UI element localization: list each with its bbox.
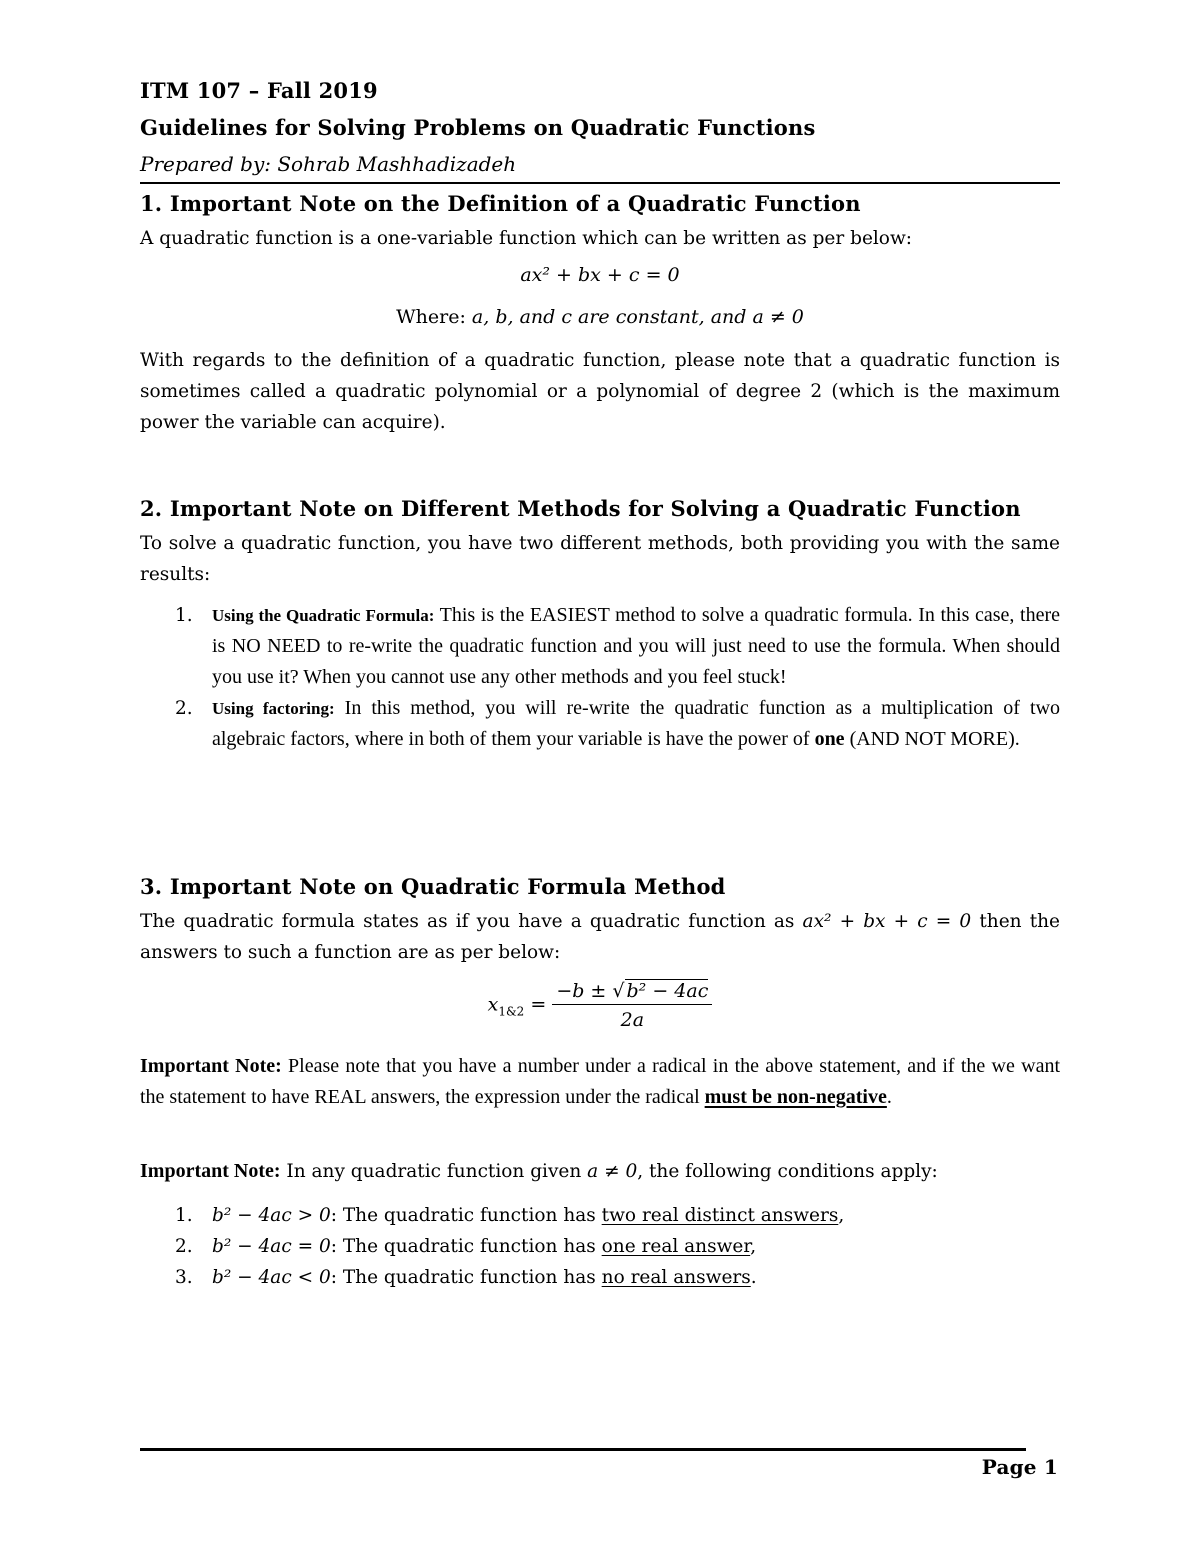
where-label: Where: — [396, 306, 466, 328]
note-math: a ≠ 0 — [587, 1161, 638, 1182]
note-emphasis: must be non-negative — [704, 1086, 887, 1108]
list-item — [175, 1200, 1060, 1231]
condition-text: : The quadratic function has — [330, 1205, 602, 1226]
formula-lhs: x — [487, 993, 499, 1016]
footer-divider — [140, 1448, 1026, 1451]
section-3-heading: 3. Important Note on Quadratic Formula Method — [140, 874, 726, 899]
formula-denominator: 2a — [620, 1009, 645, 1031]
list-number: 1. — [175, 605, 193, 626]
conditions-list — [175, 1200, 1060, 1293]
formula-numerator-a: −b ± √ — [556, 980, 625, 1002]
condition-math: b² − 4ac < 0 — [212, 1267, 331, 1288]
formula-fraction — [552, 980, 712, 1031]
list-number: 2. — [175, 698, 193, 719]
constants-condition — [140, 306, 1060, 328]
intro-text-tail: then the answers to such a function are as per below: — [140, 911, 1060, 963]
list-item-text: This is the EASIEST method to solve a quadratic formula. In this case, there is NO NEED to re-write the quadratic function and you will just need to use the formula. When should you use it? When you cannot use any other methods and you feel stuck! — [212, 604, 1060, 688]
list-item-lead: Using the Quadratic Formula: — [212, 606, 435, 625]
condition-math: b² − 4ac = 0 — [212, 1236, 331, 1257]
formula-numerator — [552, 980, 712, 1005]
note-radical — [140, 1051, 1060, 1113]
quadratic-formula — [140, 980, 1060, 1031]
methods-list — [175, 600, 1060, 755]
list-item-text: In this method, you will re-write the quadratic function as a multiplication of two algebraic factors, where in both of them your variable is have the power of — [212, 697, 1061, 750]
header-divider — [140, 182, 1060, 184]
list-item — [175, 1262, 1060, 1293]
note-label: Important Note: — [140, 1055, 282, 1077]
list-item — [175, 600, 1060, 693]
condition-math: b² − 4ac > 0 — [212, 1205, 331, 1226]
note-conditions — [140, 1156, 1060, 1187]
note-text-tail: . — [886, 1086, 892, 1108]
condition-tail: , — [750, 1236, 757, 1257]
list-number: 3. — [175, 1267, 193, 1288]
condition-emphasis: one real answer — [601, 1236, 751, 1257]
formula-equals: = — [524, 993, 553, 1016]
course-title: ITM 107 – Fall 2019 — [140, 78, 378, 103]
condition-tail: . — [750, 1267, 757, 1288]
list-item — [175, 1231, 1060, 1262]
page-number: Page 1 — [981, 1455, 1058, 1479]
list-item-text-tail: (AND NOT MORE). — [844, 728, 1020, 750]
note-text: Please note that you have a number under a radical in the above statement, and if the we want the statement to have REAL answers, the expression under the radical — [140, 1055, 1060, 1108]
document-title: Guidelines for Solving Problems on Quadratic Functions — [140, 115, 816, 140]
list-item-lead: Using factoring: — [212, 699, 335, 718]
list-item-emphasis: one — [814, 728, 845, 750]
note-text-tail: , the following conditions apply: — [637, 1161, 938, 1182]
section-3-intro — [140, 906, 1060, 968]
condition-tail: , — [838, 1205, 845, 1226]
condition-emphasis: no real answers — [601, 1267, 751, 1288]
note-text: In any quadratic function given — [280, 1161, 588, 1182]
list-number: 2. — [175, 1236, 193, 1257]
quadratic-equation: ax² + bx + c = 0 — [520, 264, 680, 286]
formula-subscript: 1&2 — [498, 1004, 525, 1019]
where-math: a, b, and c are constant, and a ≠ 0 — [471, 306, 804, 328]
section-2-heading: 2. Important Note on Different Methods for Solving a Quadratic Function — [140, 496, 1021, 521]
list-number: 1. — [175, 1205, 193, 1226]
condition-text: : The quadratic function has — [330, 1236, 602, 1257]
intro-text: The quadratic formula states as if you have a quadratic function as — [140, 911, 803, 932]
list-item — [175, 693, 1060, 755]
intro-math: ax² + bx + c = 0 — [802, 911, 972, 932]
author-line: Prepared by: Sohrab Mashhadizadeh — [140, 152, 517, 176]
condition-emphasis: two real distinct answers — [601, 1205, 839, 1226]
section-2-intro: To solve a quadratic function, you have two different methods, both providing you with the same results: — [140, 533, 1060, 585]
section-1-heading: 1. Important Note on the Definition of a Quadratic Function — [140, 191, 861, 216]
condition-text: : The quadratic function has — [330, 1267, 602, 1288]
section-1-paragraph: With regards to the definition of a quadratic function, please note that a quadratic function is sometimes called a quadratic polynomial or a polynomial of degree 2 (which is the maximum power the variable can acquire). — [140, 350, 1060, 433]
formula-radicand: b² − 4ac — [626, 980, 709, 1002]
note-label: Important Note: — [140, 1160, 281, 1182]
section-1-intro: A quadratic function is a one-variable function which can be written as per below: — [140, 228, 913, 249]
